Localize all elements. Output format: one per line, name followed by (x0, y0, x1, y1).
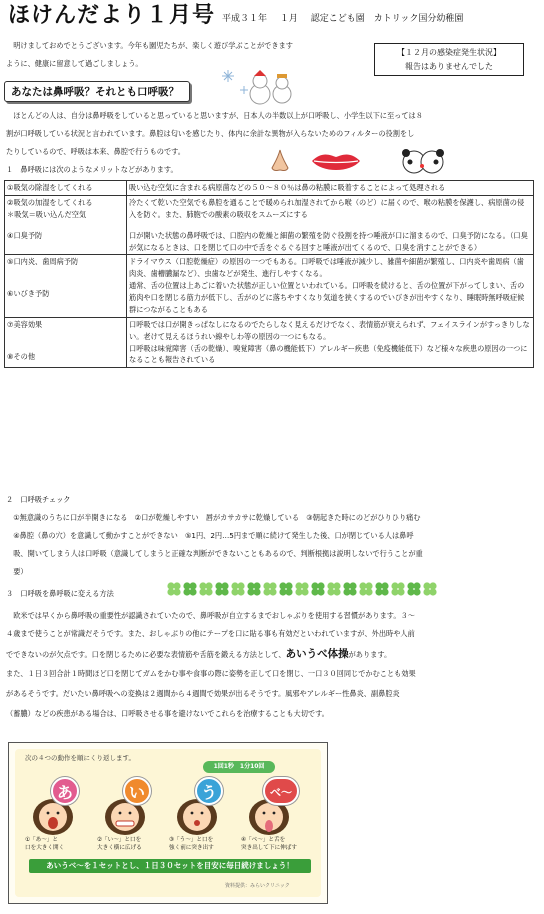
cell-text: ⑥いびき予防 (7, 289, 50, 299)
body-line-2: 割が口呼吸している状況と言われています。鼻腔は匂いを感じたり、体内に余計な異物が入らないためのフィルターの役割をし (6, 129, 415, 138)
cell-text: 冷たくて乾いた空気でも鼻腔を通ることで暖められ加湿されてから喉（のど）に届くので、喉の粘膜を保護し、病原菌の侵入を防ぐ。また、肺胞での酸素の吸収をスムーズにする (129, 197, 525, 219)
exercise-badge: 1回1秒 1分10回 (203, 761, 275, 773)
body-line-3: たりしているので、呼吸は本来、鼻腔で行うものです。 (6, 147, 185, 156)
table-cell (5, 317, 127, 368)
table-row (5, 181, 534, 196)
intro-line-1: 明けましておめでとうございます。今年も園児たちが、楽しく遊び学ぶことができます (6, 41, 293, 50)
table-row (5, 195, 534, 255)
notice-text: 報告はありませんでした (405, 62, 493, 71)
face-u (171, 779, 227, 837)
clover-icon (311, 582, 324, 595)
table-cell (127, 195, 534, 255)
face-be (243, 779, 299, 837)
clover-icon (343, 582, 356, 595)
cell-text: 口呼吸では口が開きっぱなしになるのでたらしなく見えるだけでなく、表情筋が衰えられず、フェイスラインがすっきりしない。老けて見えるほうれい線やしわ等の原因の一つにもなる。 (129, 319, 530, 341)
table-cell: ①吸気の除湿をしてくれる (5, 181, 127, 196)
header-meta (222, 13, 473, 27)
caption-line: ④「べ～」と舌を (241, 837, 286, 843)
snowman-icon (244, 70, 296, 106)
bubble-i: い (123, 777, 151, 805)
benefits-table (4, 180, 534, 368)
table-cell (127, 255, 534, 317)
exercise-name: あいうべ体操 (285, 648, 349, 660)
caption-line: 強く前に突き出す (169, 844, 214, 851)
clover-icon (247, 582, 260, 595)
bubble-a: あ (51, 777, 79, 805)
clover-icon (391, 582, 404, 595)
table-cell (5, 195, 127, 255)
table-cell (5, 255, 127, 317)
clover-icon (359, 582, 372, 595)
convert-line-2: ４歳まで使うことが常識だそうです。また、おしゃぶりの他にテープを口に貼る事も有効だといわれていますが、外出時や人前 (6, 629, 415, 638)
cell-text: ⑧その他 (7, 351, 36, 361)
clover-icon (423, 582, 436, 595)
exercise-heading: 次の４つの動作を順にくり返します。 (25, 754, 135, 762)
lips-icon (310, 151, 362, 173)
clover-icon (375, 582, 388, 595)
check-title: ２ 口呼吸チェック (6, 495, 71, 504)
bubble-u: う (195, 777, 223, 805)
table-row (5, 317, 534, 368)
clover-icon (327, 582, 340, 595)
caption-line: 突き出して下に伸ばす (241, 844, 297, 851)
figure-panel (15, 749, 321, 897)
section-1-title: １ 鼻呼吸には次のようなメリットなどがあります。 (6, 165, 178, 174)
header-era: 平成３１年 (222, 14, 268, 24)
clover-garland-icon (166, 581, 438, 597)
cell-text: ⑦美容効果 (7, 319, 43, 329)
cell-text: ドライマウス（口腔乾燥症）の原因の一つでもある。口呼吸では唾液が減少し、雑菌や細菌が繁殖し、口内炎や歯周病（歯肉炎、歯槽膿漏など）、虫歯などが発生、進行しやすくなる。 (129, 257, 524, 279)
convert-text: があります。 (348, 650, 392, 659)
table-cell: 吸い込む空気に含まれる病原菌などの５０～８０％は鼻の粘膜に吸着することによって処理される (127, 181, 534, 196)
convert-text: でできないのが欠点です。口を閉じるために必要な表情筋や舌筋を鍛える方法として、 (6, 650, 286, 659)
convert-line-4: また、１日３回合計１時間ほど口を閉じてガムをかむ事や食事の際に姿勢を正して口を閉じ、一口３０回同じでかむことも効果 (6, 669, 416, 678)
bubble-be: べ～ (263, 777, 299, 805)
caption-line: ③「う～」と口を (169, 837, 214, 843)
convert-line-5: があるそうです。だいたい鼻呼吸への変換は２週間から４週間で効果が出るそうです。風邪やアレルギー性鼻炎、副鼻腔炎 (6, 689, 400, 698)
clover-icon (231, 582, 244, 595)
clover-icon (199, 582, 212, 595)
face-i (99, 779, 155, 837)
notice-title: 【１２月の感染症発生状況】 (397, 48, 501, 57)
caption-line: ②「い～」と口を (97, 837, 142, 843)
intro-line-2: ように、健康に留意して過ごしましょう。 (6, 59, 143, 68)
check-line-3: 吸、開いてしまう人は口呼吸（意識してしまうと正確な判断ができないこともあるので、判断根拠は説明しないで行うことが重 (6, 549, 423, 558)
cell-text: 通常、舌の位置は上あごに着いた状態が正しい位置といわれている。口呼吸を続けると、舌の位置が下がってしまい、舌の筋肉や口を閉じる筋力が低下し、舌がのどに落ちやすくなり気道を狭くするのでいびきが出やすくなり、睡眠時無呼吸症候群につながることもある (129, 281, 525, 314)
exercise-instruction-bar: あいうべ～を１セットとし、１日３０セットを目安に毎日続けましょう！ (29, 859, 311, 873)
clover-icon (215, 582, 228, 595)
section-banner: あなたは鼻呼吸？それとも口呼吸？ (4, 81, 190, 102)
aiube-exercise-figure (8, 742, 328, 904)
clover-icon (263, 582, 276, 595)
cell-text: ⑤口内炎、歯周病予防 (7, 257, 79, 267)
convert-line-3 (6, 646, 391, 662)
convert-title: ３ 口呼吸を鼻呼吸に変える方法 (6, 589, 114, 598)
check-line-1: ①無意識のうちに口が半開きになる ②口が乾燥しやすい 唇がカサカサに乾燥している ③朝起きた時にのどがひりひり痛む (6, 513, 421, 522)
caption-u (169, 837, 233, 852)
clover-icon (279, 582, 292, 595)
panda-icon (400, 146, 446, 176)
table-cell (127, 317, 534, 368)
caption-a (25, 837, 89, 852)
header-school: 認定こども園 カトリック国分幼稚園 (310, 14, 464, 24)
figure-credit: 資料提供：みらいクリニック (225, 883, 290, 889)
cell-text: ④口臭予防 (7, 230, 43, 240)
check-line-2: ④鼻腔（鼻の穴）を意識して動かすことができない ⑤1円、2円…5円まで順に続けて発生した後、口が閉じている人は鼻呼 (6, 531, 414, 540)
caption-line: 口を大きく開く (25, 844, 65, 851)
clover-icon (295, 582, 308, 595)
clover-icon (407, 582, 420, 595)
header-month: １月 (279, 14, 298, 24)
body-line-1: ほとんどの人は、自分は鼻呼吸をしていると思っていると思いますが、日本人の半数以上が口呼吸し、小学生以下に至っては８ (6, 111, 423, 120)
face-a (27, 779, 83, 837)
page-title: ほけんだより１月号 (8, 3, 216, 28)
convert-line-1: 欧米では早くから鼻呼吸の重要性が認識されていたので、鼻呼吸が自立するまでおしゃぶりを使用する習慣があります。３～ (6, 611, 415, 620)
convert-line-6: （蓄膿）などの疾患がある場合は、口呼吸させる事を避けないでこれらを治療することも大切です。 (6, 709, 329, 718)
caption-line: ①「あ～」と (25, 837, 58, 843)
caption-be (241, 837, 305, 852)
cell-text: 口が開いた状態の鼻呼吸では、口腔内の乾燥と細菌の繁殖を防ぐ役割を持つ唾液が口に溜まるので、口臭予防になる。（口臭が気になるときは、口を閉じて口の中で舌をぐるぐる回すと唾液が出てくるので、口臭を消すことができる） (129, 230, 528, 252)
cell-text: 口呼吸は味覚障害（舌の乾燥）、嗅覚障害（鼻の機能低下）アレルギー疾患（免疫機能低下）など様々な疾患の原因の一つになることも報告されている (129, 343, 528, 365)
check-line-4: 要） (6, 567, 28, 576)
caption-i (97, 837, 161, 852)
infection-notice-box (374, 43, 524, 76)
cell-text: ＊吸気＝吸い込んだ空気 (7, 209, 87, 219)
table-row (5, 255, 534, 317)
clover-icon (183, 582, 196, 595)
nose-icon (268, 148, 292, 176)
caption-line: 大きく横に広げる (97, 844, 142, 851)
clover-icon (167, 582, 180, 595)
cell-text: ②吸気の加湿をしてくれる (7, 197, 93, 207)
